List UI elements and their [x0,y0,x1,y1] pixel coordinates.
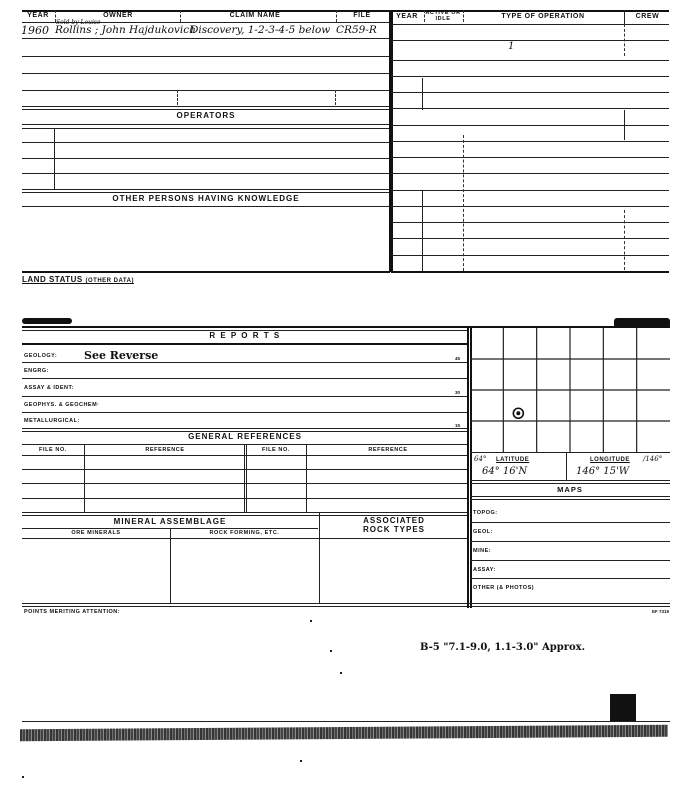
divider [391,24,669,25]
divider [391,255,669,256]
divider [22,124,390,125]
divider [422,190,423,271]
report-num-metallurgical: 15 [455,423,461,428]
divider [22,362,468,363]
divider [306,444,307,513]
divider [463,135,464,271]
divider [391,157,669,158]
divider [22,455,468,456]
report-value-geology: See Reverse [84,349,159,362]
report-num-geology: 45 [455,356,461,361]
divider [470,541,670,542]
owner-note: Sold by Louise [56,19,101,26]
divider [391,222,669,223]
scan-artifact [20,725,668,742]
maps-mine: MINE: [473,548,492,554]
col-header-type-of-operation: TYPE OF OPERATION [501,13,585,20]
divider [391,271,669,273]
divider [391,92,669,93]
row-claim-name: Discovery, 1-2-3-4-5 below [190,24,331,36]
report-num-assay: 30 [455,390,461,395]
scan-artifact [310,620,312,622]
divider [391,190,669,191]
divider [470,560,670,561]
col-header-year: YEAR [396,13,418,20]
divider [22,343,468,345]
report-label-engrg: ENGRG: [24,368,49,374]
latitude-value: 64° 16'N [482,466,528,477]
divider [22,538,468,539]
col-header-crew: CREW [635,13,660,20]
longitude-value: 146° 15'W [576,466,630,477]
divider [22,603,468,607]
typed-note: B-5 "7.1-9.0, 1.1-3.0" Approx. [420,642,586,653]
land-status-title: LAND STATUS [22,275,83,284]
divider [467,326,469,608]
maps-other: OTHER (& PHOTOS) [473,585,535,591]
maps-assay: ASSAY: [473,567,496,573]
divider [624,210,625,270]
divider [624,110,625,140]
divider [22,378,468,379]
scan-artifact [22,776,24,778]
divider [566,452,567,480]
mineral-header-rock-forming: ROCK FORMING, ETC. [209,530,280,536]
divider [22,128,390,129]
scan-artifact [22,318,72,324]
associated-rock-types-title [320,516,468,534]
ref-header-file-no-2: FILE NO. [261,447,291,453]
longitude-label: LONGITUDE [590,457,630,463]
divider [22,469,468,470]
divider [470,496,670,500]
divider [391,125,669,126]
divider [170,528,171,604]
divider [391,173,669,174]
divider [22,173,390,174]
other-persons-title: OTHER PERSONS HAVING KNOWLEDGE [112,194,300,203]
ref-header-reference-1: REFERENCE [145,447,185,453]
divider [391,76,669,77]
divider [22,73,390,74]
form-number: EF 7319 [652,609,670,614]
scan-artifact [300,760,302,762]
location-marker-dot [516,411,520,415]
divider [422,78,423,110]
latitude-label: LATITUDE [496,457,530,463]
divider [624,24,625,56]
divider [391,108,669,109]
divider [22,483,468,484]
divider [336,10,337,22]
divider [177,90,178,105]
divider [22,412,468,413]
col-header-owner: OWNER [103,12,133,19]
divider [54,128,55,190]
divider [22,142,390,143]
ref-header-reference-2: REFERENCE [368,447,408,453]
reports-title: R E P O R T S [209,331,281,340]
report-label-metallurgical: METALLURGICAL: [24,418,80,424]
col-header-file: FILE [353,12,371,19]
divider [470,452,670,453]
col-header-claim-name: CLAIM NAME [229,12,281,19]
divider [22,38,390,39]
divider [22,106,390,110]
divider [22,158,390,159]
scan-artifact [340,672,342,674]
divider [22,56,390,57]
divider [463,10,464,22]
row-year: 1960 [21,24,49,37]
associated-rock-types-line2: ROCK TYPES [362,525,425,534]
divider [180,10,181,22]
maps-geol: GEOL: [473,529,493,535]
divider [22,189,390,193]
divider [391,40,669,41]
divider [470,522,670,523]
associated-rock-types-line1: ASSOCIATED [363,516,425,525]
divider [84,444,85,513]
divider [470,578,670,579]
report-label-assay: ASSAY & IDENT: [24,385,75,391]
latitude-prefix: 64° [474,455,487,463]
divider [244,444,245,513]
col-header-active-or-idle: ACTIVE OR IDLE [425,10,461,22]
longitude-suffix: /146° [643,455,663,463]
divider [391,238,669,239]
divider [391,141,669,142]
divider [22,396,468,397]
divider [391,60,669,61]
divider [470,480,670,484]
divider [424,10,425,22]
divider [22,444,468,445]
col-header-year: YEAR [27,12,49,19]
maps-topog: TOPOG: [473,510,498,516]
row-file: CR59-R [336,24,377,36]
maps-title: MAPS [557,485,583,494]
general-references-title: GENERAL REFERENCES [188,432,302,441]
scan-artifact [610,694,636,722]
row-owner: Rollins ; John Hajdukovich [55,24,196,36]
divider [624,10,625,24]
land-status-subtitle: (OTHER DATA) [85,278,134,284]
mineral-assemblage-title: MINERAL ASSEMBLAGE [113,517,227,526]
divider [391,206,669,207]
points-meriting-attention-label: POINTS MERITING ATTENTION: [24,609,121,615]
operators-title: OPERATORS [176,111,236,120]
divider [468,603,670,607]
mineral-header-ore: ORE MINERALS [71,530,121,536]
land-status-label [22,275,134,284]
divider [22,721,670,722]
location-grid-svg [470,328,670,452]
report-label-geology: GEOLOGY: [24,353,58,359]
ref-header-file-no-1: FILE NO. [38,447,68,453]
report-label-geophys: GEOPHYS. & GEOCHEM· [24,402,100,408]
divider [22,498,468,499]
divider [335,90,336,105]
scan-artifact [330,650,332,652]
divider [22,206,390,207]
operation-mark: 1 [508,41,515,52]
divider [246,444,247,513]
divider [22,271,390,273]
